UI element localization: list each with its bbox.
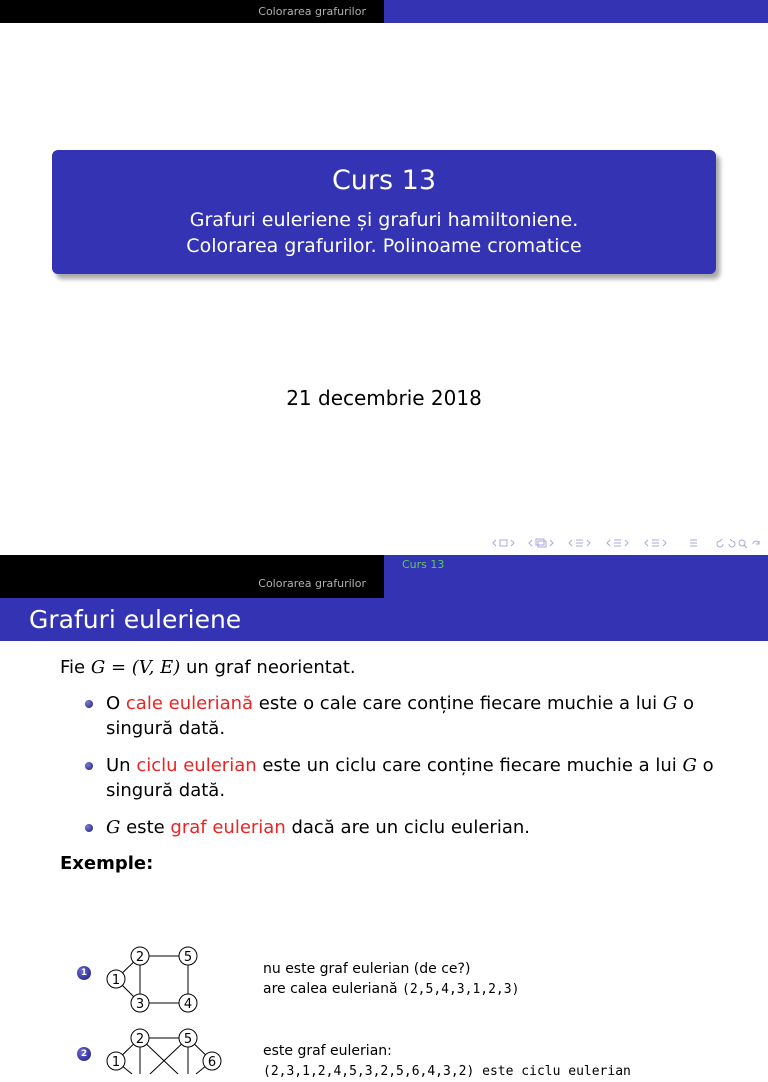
term-ciclu-eulerian: ciclu eulerian [136,755,257,776]
content-slide [0,555,768,1079]
example-1-line1: nu este graf eulerian (de ce?) [263,961,471,977]
node-label: 2 [135,950,145,965]
course-subtitle [52,207,716,259]
path-sequence: (2,5,4,3,1,2,3) [402,982,520,997]
node-label: 5 [183,950,193,965]
example-2-line1: este graf eulerian: [263,1043,392,1059]
navigation-symbols-icon[interactable] [492,537,762,549]
title-box [52,150,716,274]
intro-post: un graf neorientat. [180,657,356,678]
intro-math: G = (V, E) [90,657,181,678]
node-label: 4 [183,997,193,1012]
term-cale-euleriana: cale euleriană [125,693,254,714]
item-text-b: o [677,693,695,714]
lecture-date: 21 decembrie 2018 [286,386,482,410]
example-1-text [263,959,519,1000]
beamer-navigation [492,536,762,550]
bullet-icon [85,700,93,708]
node-label: 1 [111,1055,121,1070]
bullet-icon [85,824,93,832]
term-graf-eulerian: graf eulerian [170,817,286,838]
node-label: 2 [135,1032,145,1047]
node-label: 1 [111,973,121,988]
bullet-icon [85,762,93,770]
item-var: G [106,817,121,838]
example-2-graph [98,1024,228,1074]
bullet-item-3 [106,815,716,840]
subtitle-line-2: Colorarea grafurilor. Polinoame cromatice [186,235,582,257]
item-var: G [682,755,697,776]
headline-bar [0,0,768,23]
headline-bar [0,555,768,598]
item-line2: singură dată. [106,780,226,801]
headline-curs: Curs 13 [402,558,445,571]
node-label: 6 [207,1055,217,1070]
item-pre: Un [106,755,137,776]
example-1-number: 1 [77,966,91,980]
node-label: 3 [135,997,145,1012]
line2-post: este ciclu eulerian [474,1064,631,1079]
item-var: G [662,693,678,714]
line2-pre: are calea euleriană [263,981,403,997]
intro-line [60,657,356,678]
frame-title: Grafuri euleriene [0,598,768,641]
item-text-b: o [696,755,714,776]
item-pre: este [120,817,171,838]
headline-right [384,0,768,23]
cycle-sequence: (2,3,1,2,4,5,3,2,5,6,4,3,2) [263,1064,475,1079]
node-label: 5 [183,1032,193,1047]
example-2-line2 [263,1061,631,1082]
subtitle-line-1: Grafuri euleriene și grafuri hamiltoniene. [189,209,579,231]
item-pre: O [106,693,126,714]
item-text: este un ciclu care conține fiecare muchie a lui [256,755,683,776]
headline-left [0,555,384,598]
item-line2: singură dată. [106,718,226,739]
example-2-number: 2 [77,1047,91,1061]
bullet-item-2 [106,753,716,803]
headline-right [384,555,768,598]
item-post: dacă are un ciclu eulerian. [285,817,530,838]
headline-section: Colorarea grafurilor [0,0,384,23]
examples-label: Exemple: [60,853,154,874]
example-1-line2 [263,979,519,1000]
example-2-text [263,1041,631,1082]
headline-section: Colorarea grafurilor [258,577,366,590]
example-1-graph [104,941,204,1013]
bullet-item-1 [106,691,716,741]
intro-pre: Fie [60,657,91,678]
course-title: Curs 13 [331,165,437,196]
item-text: este o cale care conține fiecare muchie a lui [253,693,663,714]
